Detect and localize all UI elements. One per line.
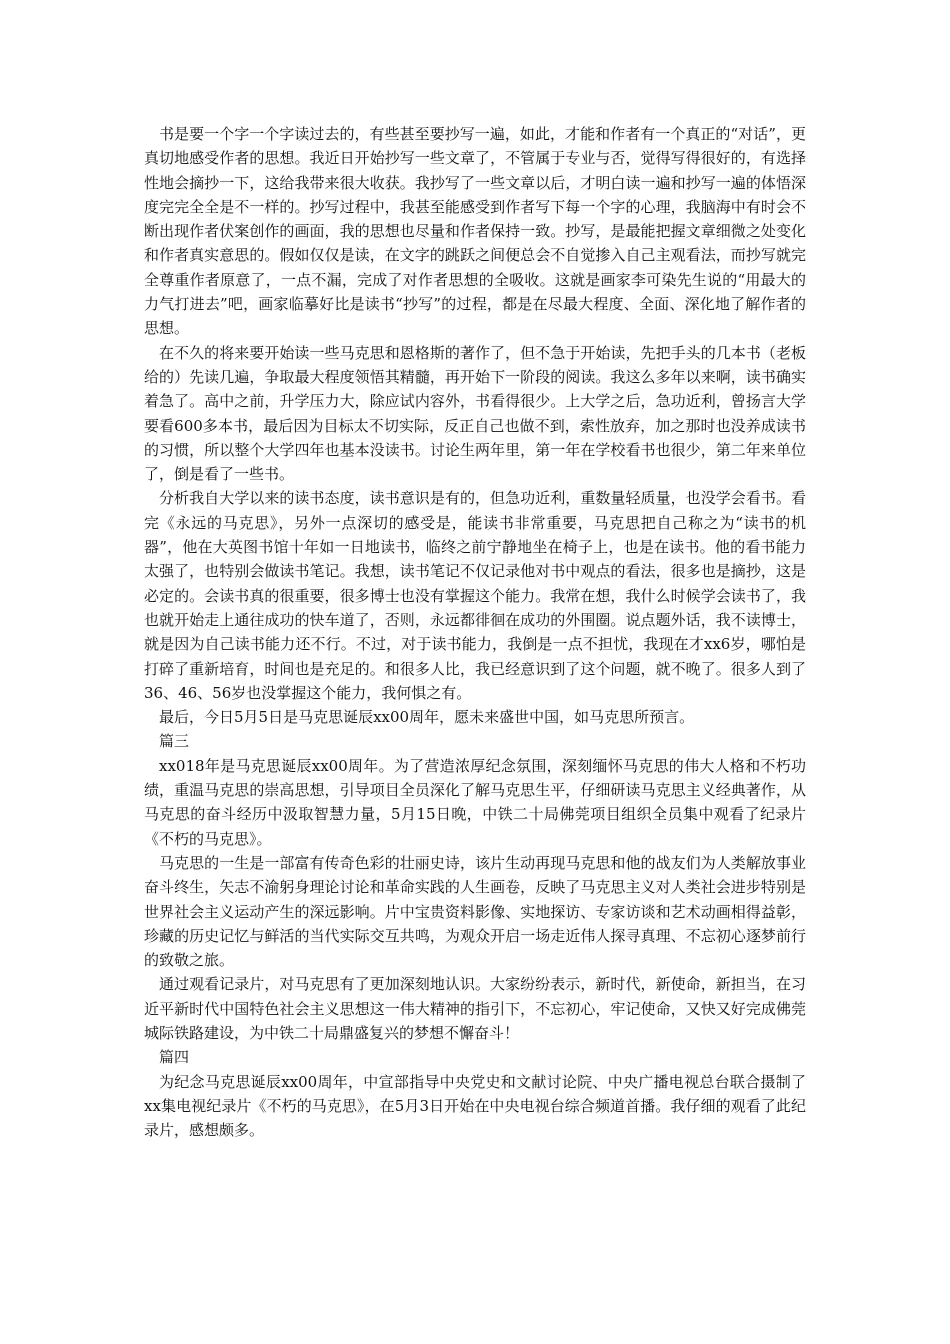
section4-paragraph: 为纪念马克思诞辰xx00周年，中宣部指导中央党史和文献讨论院、中央广播电视总台联合摄制了xx集电视纪录片《不朽的马克思》，在5月3日开始在中央电视台综合频道首播。我仔细的观看了此纪录片，感想颇多。 bbox=[144, 1072, 806, 1140]
section3-paragraph: 通过观看记录片，对马克思有了更加深刻地认识。大家纷纷表示，新时代，新使命，新担当，在习近平新时代中国特色社会主义思想这一伟大精神的指引下，不忘初心，牢记使命，又快又好完成佛莞城际铁路建设，为中铁二十局鼎盛复兴的梦想不懈奋斗！ bbox=[144, 975, 806, 1042]
paragraph-copying: 书是要一个字一个字读过去的，有些甚至要抄写一遍，如此，才能和作者有一个真正的“对话”，更真切地感受作者的思想。我近日开始抄写一些文章了，不管属于专业与否，觉得写得很好的，有选择性地会摘抄一下，这给我带来很大收获。我抄写了一些文章以后，才明白读一遍和抄写一遍的体悟深度完完全全是不一样的。抄写过程中，我甚至能感受到作者写下每一个字的心理，我脑海中有时会不断出现作者伏案创作的画面，我的思想也尽量和作者保持一致。抄写，是最能把握文章细微之处变化和作者真实意思的。假如仅仅是读，在文字的跳跃之间便总会不自觉掺入自己主观看法，而抄写就完全尊重作者原意了，一点不漏，完成了对作者思想的全吸收。这就是画家李可染先生说的“用最大的力气打进去”吧，画家临摹好比是读书“抄写”的过程，都是在尽最大程度、全面、深化地了解作者的思想。 bbox=[144, 125, 806, 338]
paragraph-marx-reading-plan: 在不久的将来要开始读一些马克思和恩格斯的著作了，但不急于开始读，先把手头的几本书（老板给的）先读几遍，争取最大程度领悟其精髓，再开始下一阶段的阅读。我这么多年以来啊，读书确实着急了。高中之前，升学压力大，除应试内容外，书看得很少。上大学之后，急功近利，曾扬言大学要看600多本书，最后因为目标太不切实际，反正自己也做不到，索性放弃，加之那时也没养成读书的习惯，所以整个大学四年也基本没读书。讨论生两年里，第一年在学校看书也很少，第二年来单位了，倒是看了一些书。 bbox=[144, 343, 806, 484]
section3-paragraph: 马克思的一生是一部富有传奇色彩的壮丽史诗，该片生动再现马克思和他的战友们为人类解放事业奋斗终生，矢志不渝躬身理论讨论和革命实践的人生画卷，反映了马克思主义对人类社会进步特别是世界社会主义运动产生的深远影响。片中宝贵资料影像、实地探访、专家访谈和艺术动画相得益彰，珍藏的历史记忆与鲜活的当代实际交互共鸣，为观众开启一场走近伟人探寻真理、不忘初心逐梦前行的致敬之旅。 bbox=[144, 853, 806, 970]
paragraph-closing: 最后，今日5月5日是马克思诞辰xx00周年，愿未来盛世中国，如马克思所预言。 bbox=[159, 708, 695, 727]
paragraph-reading-attitude: 分析我自大学以来的读书态度，读书意识是有的，但急功近利，重数量轻质量，也没学会看书。看完《永远的马克思》，另外一点深切的感受是，能读书非常重要，马克思把自己称之为“读书的机器”，他在大英图书馆十年如一日地读书，临终之前宁静地坐在椅子上，也是在读书。他的看书能力太强了，也特别会做读书笔记。我想，读书笔记不仅记录他对书中观点的看法，很多也是摘抄，这是必定的。会读书真的很重要，很多博士也没有掌握这个能力。我常在想，我什么时候学会读书了，我也就开始走上通往成功的快车道了，否则，永远都徘徊在成功的外围圈。说点题外话，我不读博士，就是因为自己读书能力还不行。不过，对于读书能力，我倒是一点不担忧，我现在才xx6岁，哪怕是打碎了重新培育，时间也是充足的。和很多人比，我已经意识到了这个问题，就不晚了。很多人到了36、46、56岁也没掌握这个能力，我何惧之有。 bbox=[144, 489, 806, 702]
section3-paragraph: xx018年是马克思诞辰xx00周年。为了营造浓厚纪念氛围，深刻缅怀马克思的伟大人格和不朽功绩，重温马克思的崇高思想，引导项目全员深化了解马克思生平，仔细研读马克思主义经典著作，从马克思的奋斗经历中汲取智慧力量，5月15日晚，中铁二十局佛莞项目组织全员集中观看了纪录片《不朽的马克思》。 bbox=[144, 756, 806, 848]
section-heading-3: 篇三 bbox=[159, 732, 190, 751]
section-heading-4: 篇四 bbox=[159, 1048, 190, 1067]
document-body bbox=[144, 122, 806, 1142]
